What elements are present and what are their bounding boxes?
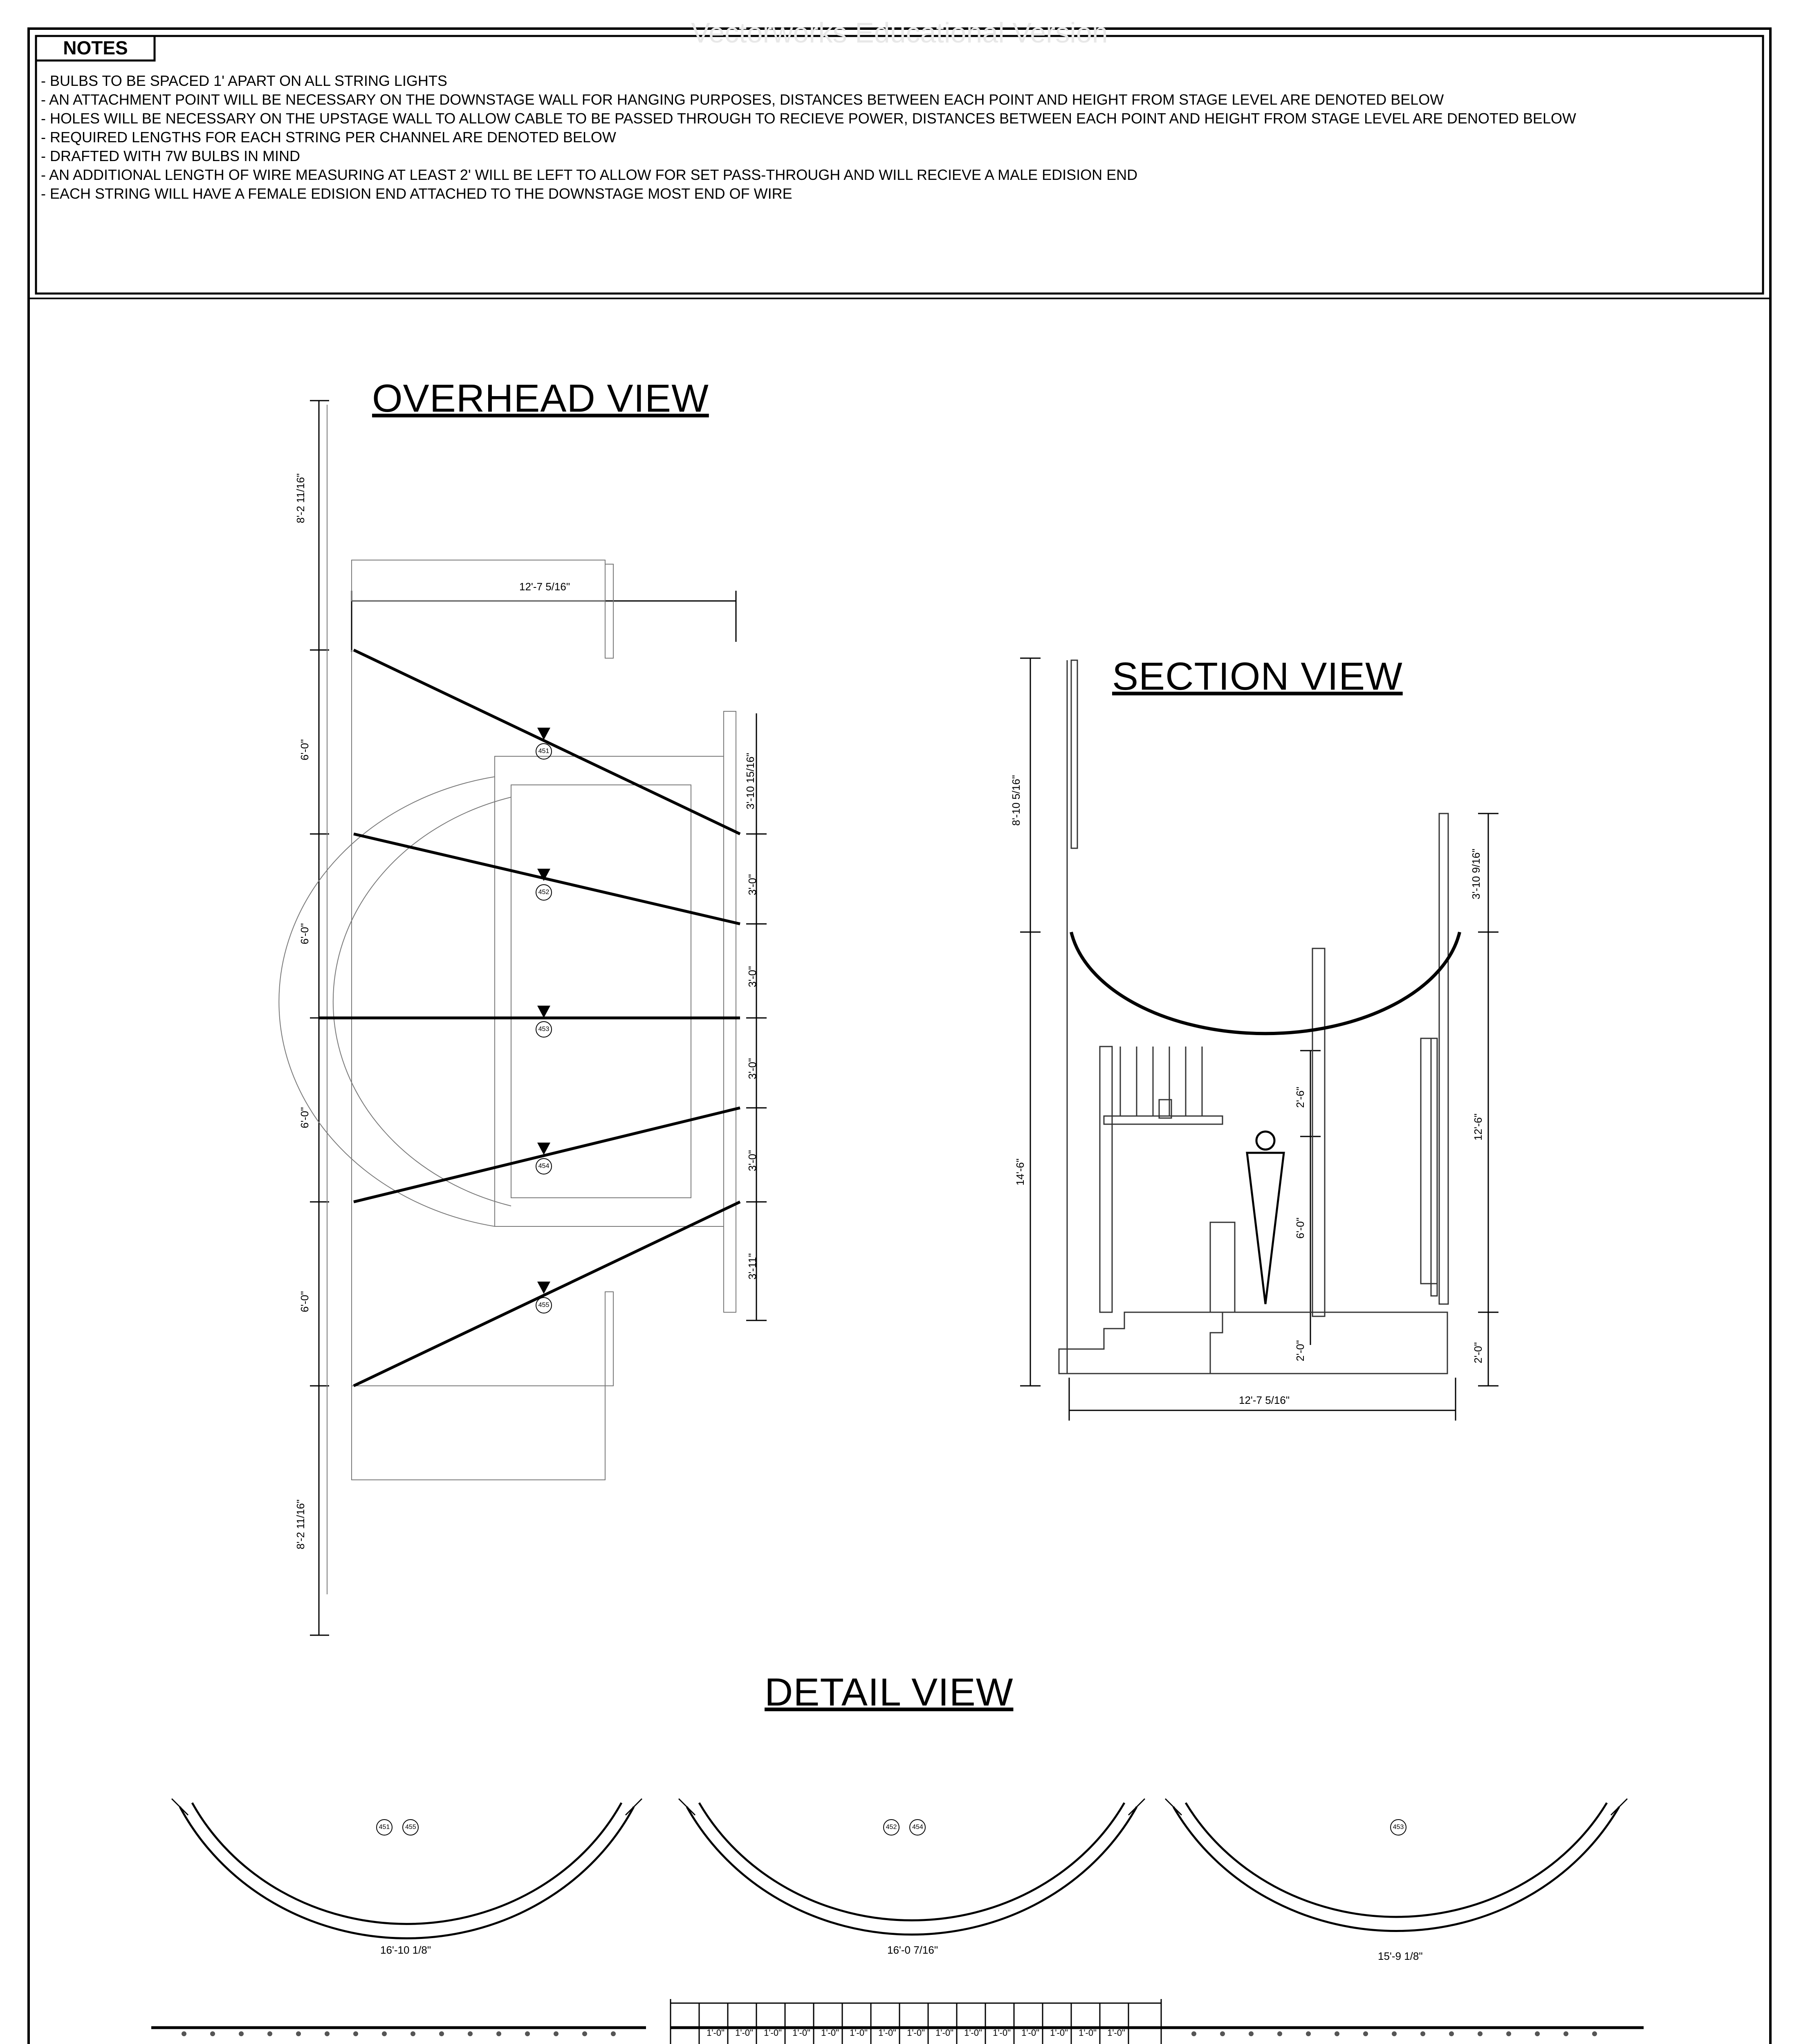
overhead-left-dim: 6'-0" (298, 1107, 311, 1128)
note-line: - REQUIRED LENGTHS FOR EACH STRING PER CHANNEL ARE DENOTED BELOW (41, 129, 616, 146)
overhead-right-dim: 3'-10 15/16" (744, 753, 756, 809)
spacing-label: 1'-0" (907, 2028, 925, 2038)
channel-marker (536, 1006, 552, 1042)
overhead-left-dim: 8'-2 11/16" (294, 473, 307, 523)
section-right-dim: 12'-6" (1472, 1113, 1484, 1141)
spacing-label: 1'-0" (993, 2028, 1011, 2038)
overhead-right-dim: 3'-0" (746, 966, 758, 987)
overhead-view-title: OVERHEAD VIEW (372, 377, 709, 420)
spacing-label: 1'-0" (1107, 2028, 1125, 2038)
overhead-width-dim: 12'-7 5/16" (519, 580, 570, 593)
watermark-top: Vectorworks Educational Version (691, 17, 1108, 49)
overhead-left-dim: 6'-0" (298, 739, 311, 760)
notes-list (41, 72, 1576, 203)
spacing-label: 1'-0" (1021, 2028, 1039, 2038)
spacing-label: 1'-0" (707, 2028, 725, 2038)
overhead-left-dim: 6'-0" (298, 923, 311, 944)
overhead-left-dim: 6'-0" (298, 1291, 311, 1312)
note-line: - AN ADDITIONAL LENGTH OF WIRE MEASURING AT LEAST 2' WILL BE LEFT TO ALLOW FOR SET PASS-THROUGH AND WILL RECIEVE A MALE EDISION END (41, 166, 1138, 183)
section-right-dim: 2'-0" (1472, 1342, 1484, 1363)
spacing-label: 1'-0" (764, 2028, 782, 2038)
channel-number: 452 (536, 884, 552, 901)
overhead-right-dim: 3'-0" (746, 1150, 758, 1171)
spacing-label: 1'-0" (935, 2028, 953, 2038)
channel-number: 455 (402, 1819, 419, 1836)
channel-number: 454 (536, 1158, 552, 1174)
detail-channel-group (883, 1819, 926, 1836)
note-line: - DRAFTED WITH 7W BULBS IN MIND (41, 148, 301, 164)
overhead-left-dim: 8'-2 11/16" (294, 1499, 307, 1549)
note-line: - HOLES WILL BE NECESSARY ON THE UPSTAGE WALL TO ALLOW CABLE TO BE PASSED THROUGH TO RECIEVE POWER, DISTANCES BETWEEN EACH POINT AND HEIGHT FROM STAGE LEVEL ARE DENOTED BELOW (41, 110, 1576, 127)
channel-marker (536, 1143, 552, 1179)
spacing-label: 1'-0" (1050, 2028, 1068, 2038)
spacing-label: 1'-0" (878, 2028, 896, 2038)
detail-channel-group (1390, 1819, 1406, 1836)
section-inner-dim: 2'-0" (1294, 1340, 1306, 1361)
spacing-label: 1'-0" (964, 2028, 982, 2038)
section-inner-dim: 6'-0" (1294, 1217, 1306, 1239)
overhead-right-dim: 3'-0" (746, 1058, 758, 1079)
channel-marker (536, 1282, 552, 1318)
overhead-right-dim: 3'-0" (746, 874, 758, 895)
spacing-label: 1'-0" (850, 2028, 868, 2038)
bulb-spacing-row (701, 2028, 1159, 2040)
channel-number: 453 (1390, 1819, 1406, 1836)
channel-number: 454 (909, 1819, 926, 1836)
note-line: - BULBS TO BE SPACED 1' APART ON ALL STRING LIGHTS (41, 72, 447, 89)
detail-arc-length: 15'-9 1/8" (1378, 1950, 1423, 1962)
spacing-label: 1'-0" (1079, 2028, 1097, 2038)
note-line: - EACH STRING WILL HAVE A FEMALE EDISION END ATTACHED TO THE DOWNSTAGE MOST END OF WIRE (41, 185, 792, 202)
detail-arc-length: 16'-10 1/8" (380, 1944, 431, 1956)
detail-view-title: DETAIL VIEW (765, 1670, 1014, 1714)
channel-number: 451 (536, 743, 552, 760)
channel-number: 455 (536, 1297, 552, 1313)
detail-channel-group (376, 1819, 419, 1836)
section-left-dim: 14'-6" (1014, 1158, 1026, 1186)
detail-arc-length: 16'-0 7/16" (887, 1944, 938, 1956)
section-left-dim: 8'-10 5/16" (1010, 775, 1022, 826)
section-right-dim: 3'-10 9/16" (1470, 848, 1482, 899)
section-inner-dim: 2'-6" (1294, 1087, 1306, 1108)
channel-number: 453 (536, 1021, 552, 1038)
spacing-label: 1'-0" (735, 2028, 753, 2038)
note-line: - AN ATTACHMENT POINT WILL BE NECESSARY ON THE DOWNSTAGE WALL FOR HANGING PURPOSES, DISTANCES BETWEEN EACH POINT AND HEIGHT FROM STAGE LEVEL ARE DENOTED BELOW (41, 91, 1444, 108)
section-view-title: SECTION VIEW (1112, 654, 1403, 698)
channel-marker (536, 869, 552, 905)
spacing-label: 1'-0" (821, 2028, 839, 2038)
overhead-right-dim: 3'-11" (746, 1253, 758, 1280)
channel-number: 452 (883, 1819, 900, 1836)
notes-title: NOTES (63, 37, 128, 58)
section-width-dim: 12'-7 5/16" (1239, 1394, 1290, 1406)
channel-marker (536, 728, 552, 764)
channel-number: 451 (376, 1819, 393, 1836)
spacing-label: 1'-0" (792, 2028, 810, 2038)
